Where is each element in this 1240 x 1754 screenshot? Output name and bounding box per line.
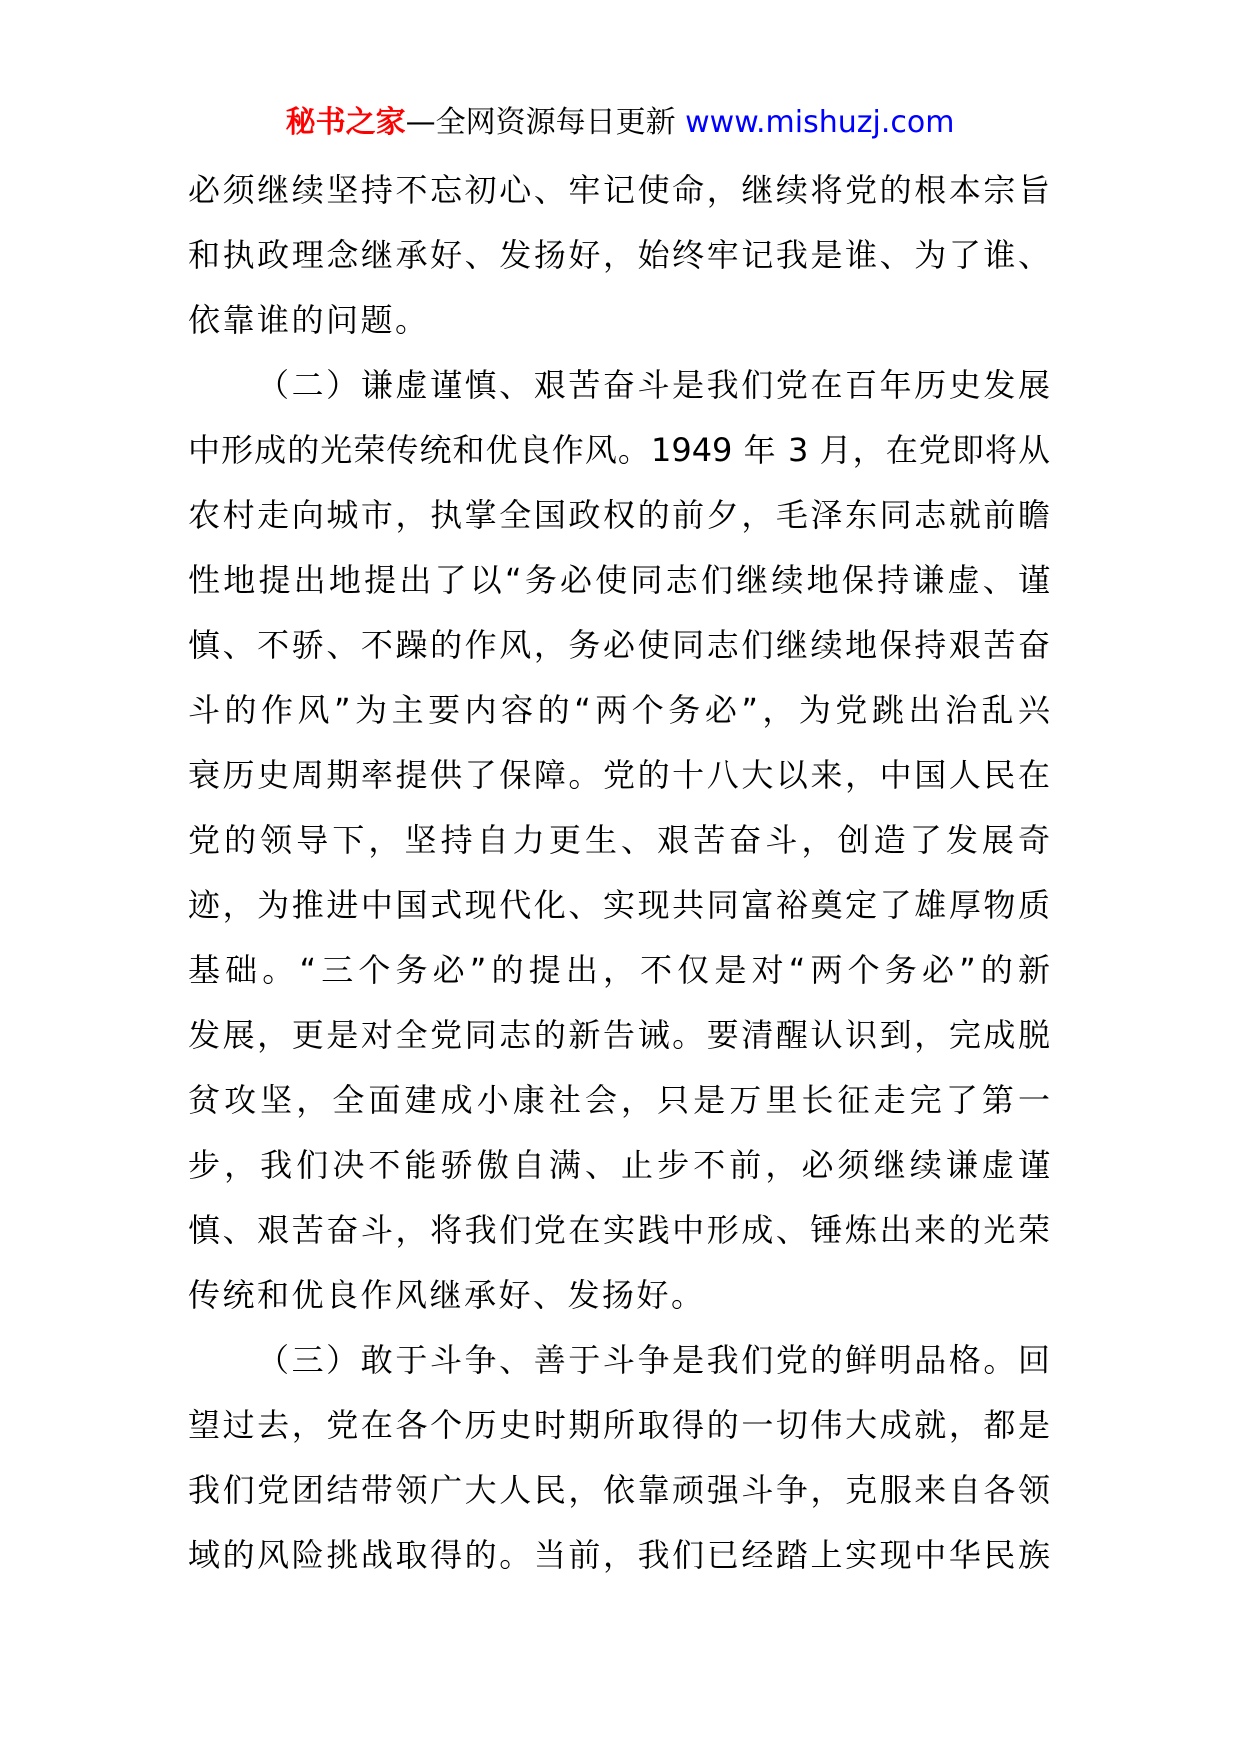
paragraph <box>188 353 1050 1328</box>
text-line: 慎、艰苦奋斗，将我们党在实践中形成、锤炼出来的光荣 <box>188 1211 1050 1249</box>
text-line: 慎、不骄、不躁的作风，务必使同志们继续地保持艰苦奋 <box>188 626 1050 664</box>
text-line: 斗的作风”为主要内容的“两个务必”，为党跳出治乱兴 <box>188 691 1050 729</box>
text-line: （二）谦虚谨慎、艰苦奋斗是我们党在百年历史发展 <box>257 366 1050 404</box>
text-line: 发展，更是对全党同志的新告诫。要清醒认识到，完成脱 <box>188 1016 1050 1054</box>
text-line: 贫攻坚，全面建成小康社会，只是万里长征走完了第一 <box>188 1081 1050 1119</box>
text-line: 域的风险挑战取得的。当前，我们已经踏上实现中华民族 <box>188 1536 1050 1574</box>
paragraph <box>188 158 1050 353</box>
text-line: 农村走向城市，执掌全国政权的前夕，毛泽东同志就前瞻 <box>188 496 1050 534</box>
text-line: 望过去，党在各个历史时期所取得的一切伟大成就，都是 <box>188 1406 1050 1444</box>
text-line: 党的领导下，坚持自力更生、艰苦奋斗，创造了发展奇 <box>188 821 1050 859</box>
text-line: 衰历史周期率提供了保障。党的十八大以来，中国人民在 <box>188 756 1050 794</box>
site-tagline: —全网资源每日更新 <box>405 105 676 140</box>
text-line: 依靠谁的问题。 <box>188 301 430 339</box>
text-line: 迹，为推进中国式现代化、实现共同富裕奠定了雄厚物质 <box>188 886 1050 924</box>
text-line: 基础。“三个务必”的提出，不仅是对“两个务必”的新 <box>188 951 1050 989</box>
text-line: 必须继续坚持不忘初心、牢记使命，继续将党的根本宗旨 <box>188 171 1050 209</box>
text-line: 传统和优良作风继承好、发扬好。 <box>188 1276 706 1314</box>
page-header <box>0 104 1240 142</box>
paragraph <box>188 1328 1050 1588</box>
text-line: 我们党团结带领广大人民，依靠顽强斗争，克服来自各领 <box>188 1471 1050 1509</box>
text-line: （三）敢于斗争、善于斗争是我们党的鲜明品格。回 <box>257 1341 1050 1379</box>
document-body <box>188 158 1050 1588</box>
site-url: www.mishuzj.com <box>685 105 955 140</box>
site-brand: 秘书之家 <box>285 105 406 140</box>
text-line: 和执政理念继承好、发扬好，始终牢记我是谁、为了谁、 <box>188 236 1050 274</box>
text-line: 步，我们决不能骄傲自满、止步不前，必须继续谦虚谨 <box>188 1146 1050 1184</box>
text-line: 性地提出地提出了以“务必使同志们继续地保持谦虚、谨 <box>188 561 1050 599</box>
text-line: 中形成的光荣传统和优良作风。1949 年 3 月，在党即将从 <box>188 431 1050 469</box>
